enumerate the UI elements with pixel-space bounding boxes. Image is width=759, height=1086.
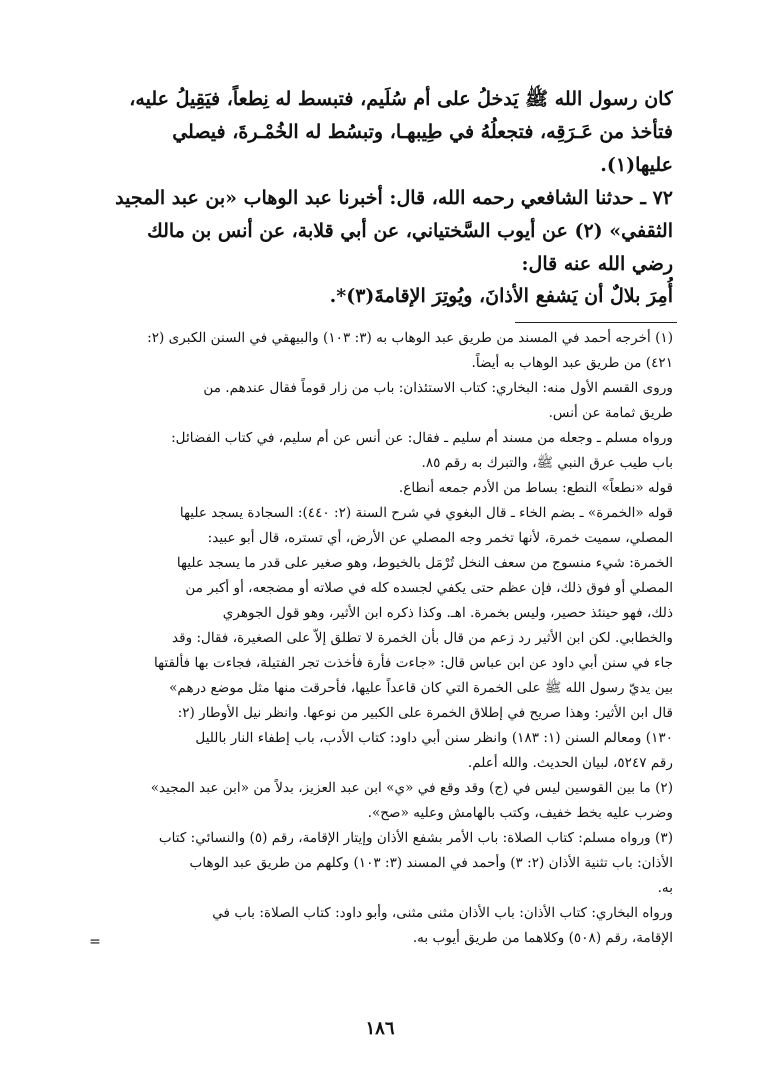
footnote-3-line-3: به.	[657, 880, 673, 896]
footnote-3-line-1: (٣) ورواه مسلم: كتاب الصلاة: باب الأمر بشفع الأذان وإيتار الإقامة، رقم (٥) والنسائي: كتاب	[158, 830, 673, 846]
footnote-2-line-2: وضرب عليه بخط خفيف، وكتب بالهامش وعليه «صح».	[367, 805, 673, 821]
footnote-2-line-1: (٢) ما بين القوسين ليس في (ج) وقد وقع في «ي» ابن عبد العزيز، بدلاً من «ابن عبد المجيد»	[150, 780, 673, 796]
footnote-3-line-5: الإقامة، رقم (٥٠٨) وكلاهما من طريق أيوب به.	[412, 930, 673, 946]
main-text-line-3: عليها(١).	[600, 154, 673, 176]
main-text-line-2: فتأخذ من عَـرَقِه، فتجعلُهُ في طِيبهـا، وتبسُط له الخُمْـرةَ، فيصلي	[172, 121, 673, 143]
hadith-72-line-1: ٧٢ ـ حدثنا الشافعي رحمه الله، قال: أخبرنا عبد الوهاب «بن عبد المجيد	[115, 187, 673, 209]
footnote-3-line-2: الأذان: باب تثنية الأذان (٢: ٣) وأحمد في المسند (٣: ١٠٣) وكلهم من طريق عبد الوهاب	[189, 855, 673, 871]
footnote-1-line-2: ٤٢١) من طريق عبد الوهاب به أيضاً.	[471, 355, 673, 371]
footnote-1-line-9: المصلي، سميت خمرة، لأنها تخمر وجه المصلي عن الأرض، أي تستره، قال أبو عبيد:	[207, 530, 673, 546]
footnote-1-line-10: الخمرة: شيء منسوج من سعف النخل تُرْمَل بالخيوط، وهو صغير على قدر ما يسجد عليها	[176, 555, 673, 571]
footnote-1-line-5: ورواه مسلم ـ وجعله من مسند أم سليم ـ فقال: عن أنس عن أم سليم، في كتاب الفضائل:	[171, 430, 673, 446]
footnote-separator	[515, 322, 677, 323]
footnote-1-line-12: ذلك، فهو حينئذ حصير، وليس بخمرة. اهـ. وكذا ذكره ابن الأثير، وهو قول الجوهري	[222, 605, 673, 621]
footnote-3-line-4: ورواه البخاري: كتاب الأذان: باب الأذان مثنى مثنى، وأبو داود: كتاب الصلاة: باب في	[212, 905, 673, 921]
continuation-mark: =	[89, 934, 101, 950]
hadith-72-line-2: الثقفي» (٢) عن أيوب السَّختياني، عن أبي قلابة، عن أنس بن مالك	[147, 220, 673, 242]
footnote-1-line-17: ١٣٠) ومعالم السنن (١: ١٨٣) وانظر سنن أبي داود: كتاب الأدب، باب إطفاء النار بالليل	[195, 730, 673, 746]
hadith-72-line-4: أُمِرَ بلالٌ أن يَشفع الأذانَ، ويُوتِرَ الإقامةَ(٣)*.	[329, 285, 673, 307]
footnote-1-line-11: المصلي أو فوق ذلك، فإن عظم حتى يكفي لجسده كله في صلاته أو مضجعه، أو أكبر من	[185, 580, 673, 596]
footnote-1-line-14: جاء في سنن أبي داود عن ابن عباس قال: «جاءت فأرة فأخذت تجر الفتيلة، فجاءت بها فألقتها	[153, 655, 673, 671]
footnote-1-line-13: والخطابي. لكن ابن الأثير رد زعم من قال بأن الخمرة لا تطلق إلاّ على الصغيرة، فقال: وقد	[171, 630, 673, 646]
footnote-1-line-8: قوله «الخمرة» ـ بضم الخاء ـ قال البغوي في شرح السنة (٢: ٤٤٠): السجادة يسجد عليها	[179, 505, 673, 521]
footnote-1-line-4: طريق ثمامة عن أنس.	[548, 405, 673, 421]
hadith-72-line-3: رضي الله عنه قال:	[521, 253, 673, 275]
footnote-1-line-16: قال ابن الأثير: وهذا صريح في إطلاق الخمرة على الكبير من نوعها. وانظر نيل الأوطار (٢:	[177, 705, 673, 721]
footnote-1-line-18: رقم ٥٢٤٧، لبيان الحديث. والله أعلم.	[467, 755, 673, 771]
footnote-1-line-1: (١) أخرجه أحمد في المسند من طريق عبد الوهاب به (٣: ١٠٣) والبيهقي في السنن الكبرى (٢:	[147, 330, 673, 346]
main-text-line-1: كان رسول الله ﷺ يَدخلُ على أم سُلَيم، فتبسط له نِطعاً، فيَقِيلُ عليه،	[129, 88, 673, 110]
footnote-1-line-6: باب طيب عرق النبي ﷺ، والتبرك به رقم ٨٥.	[421, 455, 673, 471]
footnote-1-line-3: وروى القسم الأول منه: البخاري: كتاب الاستئذان: باب من زار قوماً فقال عندهم. من	[203, 380, 673, 396]
footnote-1-line-7: قوله «نطعاً» النطع: بساط من الأدم جمعه أنطاع.	[398, 480, 673, 496]
footnote-1-line-15: بين يديّ رسول الله ﷺ على الخمرة التي كان قاعداً عليها، فأحرقت منها مثل موضع درهم»	[169, 680, 673, 696]
page-number: ١٨٦	[365, 1018, 395, 1039]
